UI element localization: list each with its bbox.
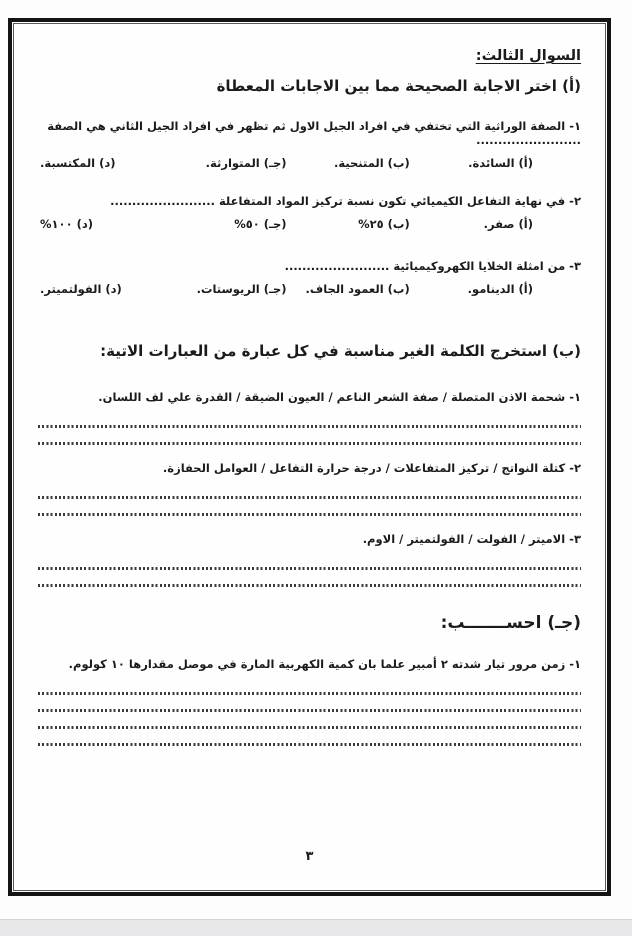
- calc-question-1: ١- زمن مرور تيار شدته ٢ أمبير علما بان كمية الكهربية المارة في موصل مقدارها ١٠ كولوم.: [68, 657, 581, 671]
- mcq-question-2: ٢- في نهاية التفاعل الكيميائي تكون نسبة تركيز المواد المتفاعلة ........................: [110, 194, 581, 208]
- mcq-question-2-options: [38, 217, 581, 231]
- page-border-frame: [8, 18, 611, 896]
- section-b-header: (ب) استخرج الكلمة الغير مناسبة في كل عبارة من العبارات الاتية:: [100, 342, 581, 360]
- option-d: (د) ١٠٠%: [40, 217, 94, 231]
- page-content: [13, 23, 606, 891]
- odd-word-item-3: ٣- الاميتر / الفولت / الفولتميتر / الاوم.: [362, 532, 581, 546]
- viewer-bottom-strip: [0, 919, 632, 936]
- answer-line: [38, 513, 581, 516]
- answer-line: [38, 709, 581, 712]
- section-a-header: (أ) اختر الاجابة الصحيحة مما بين الاجابات المعطاة: [216, 77, 581, 95]
- answer-line: [38, 692, 581, 695]
- option-a: (أ) الدينامو.: [467, 282, 533, 296]
- answer-line: [38, 425, 581, 428]
- odd-word-item-2: ٢- كتلة النواتج / تركيز المتفاعلات / درجة حرارة التفاعل / العوامل الحفازة.: [162, 461, 581, 475]
- answer-line: [38, 567, 581, 570]
- option-c: (جـ) المتوارثة.: [205, 156, 287, 170]
- mcq-question-1-options: [38, 156, 581, 170]
- odd-word-item-1: ١- شحمة الاذن المتصلة / صفة الشعر الناعم / العيون الضيقة / القدرة علي لف اللسان.: [98, 390, 581, 404]
- page-number: ٣: [305, 849, 314, 864]
- mcq-question-3-options: [38, 282, 581, 296]
- option-d: (د) المكتسبة.: [40, 156, 116, 170]
- answer-line: [38, 584, 581, 587]
- option-b: (ب) العمود الجاف.: [305, 282, 410, 296]
- answer-line: [38, 442, 581, 445]
- option-c: (جـ) ٥٠%: [234, 217, 287, 231]
- mcq-question-1: ١- الصفة الوراثية التي تختفي في افراد الجيل الاول ثم تظهر في افراد الجيل الثاني هي الصفة ........................: [47, 119, 581, 147]
- question-section-title: السوال الثالث:: [475, 48, 581, 64]
- answer-line: [38, 726, 581, 729]
- option-a: (أ) صفر.: [483, 217, 533, 231]
- answer-line: [38, 743, 581, 746]
- option-a: (أ) السائدة.: [468, 156, 533, 170]
- mcq-question-3: ٣- من امثلة الخلايا الكهروكيميائية ........................: [284, 259, 581, 273]
- option-b: (ب) ٢٥%: [358, 217, 410, 231]
- option-c: (جـ) الريوستات.: [196, 282, 287, 296]
- option-d: (د) الفولتميتر.: [40, 282, 122, 296]
- section-c-header: (جـ) احســـــــب:: [440, 613, 581, 633]
- option-b: (ب) المتنحية.: [333, 156, 410, 170]
- answer-line: [38, 496, 581, 499]
